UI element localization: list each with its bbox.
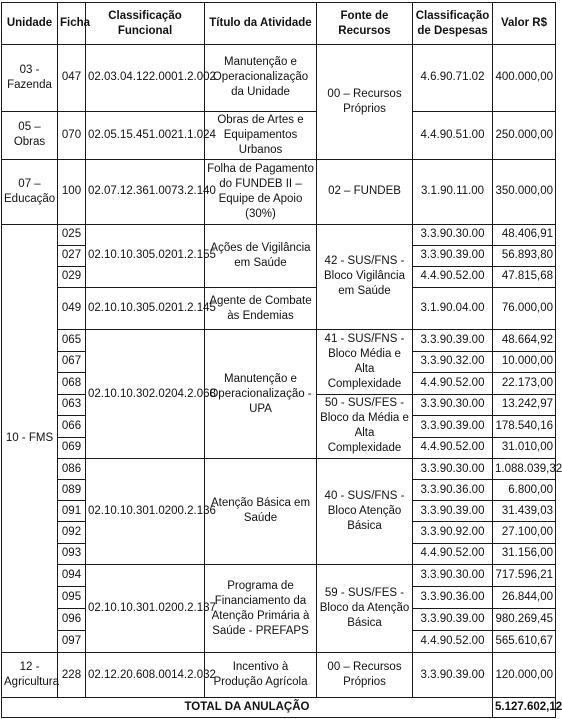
despesa-cell: 3.3.90.39.00 <box>413 609 493 631</box>
valor-cell: 250.000,00 <box>493 111 556 160</box>
unidade-cell: 12 - Agricultura <box>2 653 58 697</box>
valor-cell: 48.406,91 <box>493 224 556 245</box>
header-classificacao-funcional: Classificação Funcional <box>86 3 205 45</box>
funcional-cell: 02.10.10.302.0204.2.068 <box>86 330 205 459</box>
ficha-cell: 027 <box>58 245 86 266</box>
funcional-cell: 02.10.10.301.0200.2.137 <box>86 564 205 653</box>
titulo-cell: Agente de Combate às Endemias <box>205 287 317 329</box>
despesa-cell: 4.4.90.51.00 <box>413 111 493 160</box>
header-valor: Valor R$ <box>493 3 556 45</box>
valor-cell: 717.596,21 <box>493 564 556 586</box>
unidade-cell: 05 – Obras <box>2 111 58 160</box>
valor-cell: 22.173,00 <box>493 373 556 394</box>
valor-cell: 1.088.039,32 <box>493 459 556 480</box>
ficha-cell: 094 <box>58 564 86 586</box>
ficha-cell: 228 <box>58 653 86 697</box>
annulment-table <box>1 2 562 718</box>
ficha-cell: 063 <box>58 394 86 415</box>
despesa-cell: 4.4.90.52.00 <box>413 373 493 394</box>
fonte-cell: 59 - SUS/FES - Bloco da Atenção Básica <box>317 564 413 653</box>
fonte-cell: 41 - SUS/FNS - Bloco Média e Alta Complexidade <box>317 330 413 394</box>
header-titulo: Título da Atividade <box>205 3 317 45</box>
fonte-cell: 02 – FUNDEB <box>317 160 413 224</box>
ficha-cell: 049 <box>58 287 86 329</box>
valor-cell: 400.000,00 <box>493 45 556 112</box>
despesa-cell: 3.3.90.39.00 <box>413 653 493 697</box>
despesa-cell: 3.3.90.39.00 <box>413 501 493 522</box>
fonte-cell: 50 - SUS/FES - Bloco da Média e Alta Complexidade <box>317 394 413 458</box>
header-ficha: Ficha <box>58 3 86 45</box>
valor-cell: 980.269,45 <box>493 609 556 631</box>
fonte-cell: 40 - SUS/FNS - Bloco Atenção Básica <box>317 459 413 565</box>
funcional-cell: 02.07.12.361.0073.2.140 <box>86 160 205 224</box>
funcional-cell: 02.03.04.122.0001.2.002 <box>86 45 205 112</box>
valor-cell: 47.815,68 <box>493 266 556 287</box>
ficha-cell: 025 <box>58 224 86 245</box>
table-row <box>2 564 556 586</box>
valor-cell: 120.000,00 <box>493 653 556 697</box>
despesa-cell: 3.3.90.36.00 <box>413 586 493 608</box>
header-classificacao-despesas: Classificação de Despesas <box>413 3 493 45</box>
titulo-cell: Obras de Artes e Equipamentos Urbanos <box>205 111 317 160</box>
unidade-cell: 03 - Fazenda <box>2 45 58 112</box>
despesa-cell: 3.3.90.36.00 <box>413 480 493 501</box>
valor-cell: 76.000,00 <box>493 287 556 329</box>
table-row <box>2 330 556 351</box>
titulo-cell: Ações de Vigilância em Saúde <box>205 224 317 287</box>
titulo-cell: Manutenção e Operacionalização da Unidade <box>205 45 317 112</box>
despesa-cell: 3.3.90.39.00 <box>413 245 493 266</box>
funcional-cell: 02.10.10.305.0201.2.155 <box>86 224 205 287</box>
ficha-cell: 091 <box>58 501 86 522</box>
header-fonte: Fonte de Recursos <box>317 3 413 45</box>
table-row <box>2 111 556 160</box>
header-unidade: Unidade <box>2 3 58 45</box>
funcional-cell: 02.05.15.451.0021.1.024 <box>86 111 205 160</box>
valor-cell: 31.010,00 <box>493 437 556 458</box>
total-label: TOTAL DA ANULAÇÃO <box>2 697 493 717</box>
despesa-cell: 3.1.90.11.00 <box>413 160 493 224</box>
titulo-cell: Manutenção e Operacionalização - UPA <box>205 330 317 459</box>
ficha-cell: 067 <box>58 351 86 372</box>
fonte-cell: 00 – Recursos Próprios <box>317 653 413 697</box>
funcional-cell: 02.10.10.301.0200.2.136 <box>86 459 205 565</box>
despesa-cell: 3.3.90.30.00 <box>413 394 493 415</box>
ficha-cell: 100 <box>58 160 86 224</box>
table-row <box>2 45 556 112</box>
valor-cell: 31.439,03 <box>493 501 556 522</box>
despesa-cell: 4.4.90.52.00 <box>413 631 493 653</box>
valor-cell: 48.664,92 <box>493 330 556 351</box>
ficha-cell: 096 <box>58 609 86 631</box>
ficha-cell: 089 <box>58 480 86 501</box>
despesa-cell: 4.4.90.52.00 <box>413 543 493 564</box>
titulo-cell: Incentivo à Produção Agrícola <box>205 653 317 697</box>
fonte-cell: 00 – Recursos Próprios <box>317 45 413 160</box>
titulo-cell: Programa de Financiamento da Atenção Primária à Saúde - PREFAPS <box>205 564 317 653</box>
valor-cell: 27.100,00 <box>493 522 556 543</box>
valor-cell: 6.800,00 <box>493 480 556 501</box>
ficha-cell: 065 <box>58 330 86 351</box>
ficha-cell: 097 <box>58 631 86 653</box>
ficha-cell: 092 <box>58 522 86 543</box>
valor-cell: 56.893,80 <box>493 245 556 266</box>
ficha-cell: 029 <box>58 266 86 287</box>
despesa-cell: 4.4.90.52.00 <box>413 266 493 287</box>
valor-cell: 565.610,67 <box>493 631 556 653</box>
valor-cell: 178.540,16 <box>493 416 556 437</box>
despesa-cell: 3.3.90.39.00 <box>413 416 493 437</box>
valor-cell: 10.000,00 <box>493 351 556 372</box>
ficha-cell: 095 <box>58 586 86 608</box>
despesa-cell: 4.4.90.52.00 <box>413 437 493 458</box>
despesa-cell: 3.3.90.92.00 <box>413 522 493 543</box>
fonte-cell: 42 - SUS/FNS - Bloco Vigilância em Saúde <box>317 224 413 330</box>
table-row <box>2 224 556 245</box>
funcional-cell: 02.12.20.608.0014.2.032 <box>86 653 205 697</box>
ficha-cell: 066 <box>58 416 86 437</box>
titulo-cell: Atenção Básica em Saúde <box>205 459 317 565</box>
unidade-cell: 07 – Educação <box>2 160 58 224</box>
despesa-cell: 3.3.90.30.00 <box>413 224 493 245</box>
valor-cell: 13.242,97 <box>493 394 556 415</box>
despesa-cell: 3.1.90.04.00 <box>413 287 493 329</box>
despesa-cell: 3.3.90.32.00 <box>413 351 493 372</box>
total-row <box>2 697 556 717</box>
despesa-cell: 3.3.90.30.00 <box>413 564 493 586</box>
table-row <box>2 459 556 480</box>
titulo-cell: Folha de Pagamento do FUNDEB II – Equipe de Apoio (30%) <box>205 160 317 224</box>
ficha-cell: 093 <box>58 543 86 564</box>
table-row <box>2 653 556 697</box>
table-row <box>2 287 556 329</box>
table-row <box>2 160 556 224</box>
header-row <box>2 3 556 45</box>
despesa-cell: 3.3.90.30.00 <box>413 459 493 480</box>
funcional-cell: 02.10.10.305.0201.2.145 <box>86 287 205 329</box>
unidade-cell: 10 - FMS <box>2 224 58 653</box>
ficha-cell: 068 <box>58 373 86 394</box>
total-value: 5.127.602,12 <box>493 697 556 717</box>
valor-cell: 26.844,00 <box>493 586 556 608</box>
despesa-cell: 4.6.90.71.02 <box>413 45 493 112</box>
valor-cell: 31.156,00 <box>493 543 556 564</box>
despesa-cell: 3.3.90.39.00 <box>413 330 493 351</box>
ficha-cell: 086 <box>58 459 86 480</box>
valor-cell: 350.000,00 <box>493 160 556 224</box>
ficha-cell: 047 <box>58 45 86 112</box>
ficha-cell: 069 <box>58 437 86 458</box>
ficha-cell: 070 <box>58 111 86 160</box>
